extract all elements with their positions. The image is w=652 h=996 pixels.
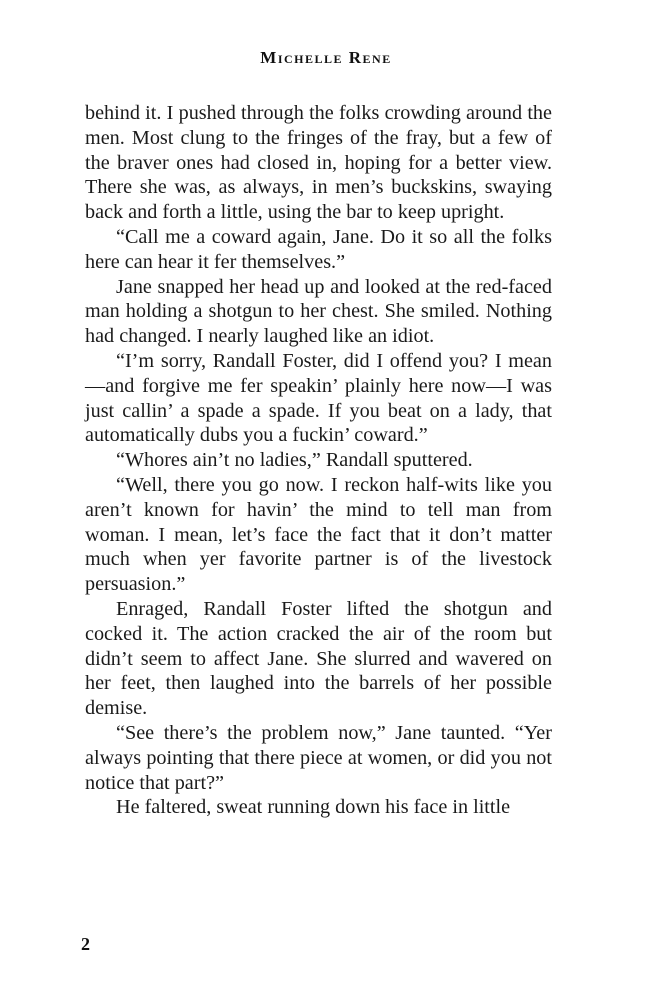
paragraph-8: “See there’s the problem now,” Jane taunted. “Yer always pointing that there piece at women, or did you not notice that part?” [85, 721, 552, 794]
body-text [85, 101, 552, 820]
paragraph-1: behind it. I pushed through the folks crowding around the men. Most clung to the fringes of the fray, but a few of the braver ones had closed in, hoping for a better view. There she was, as always, in men’s buckskins, swaying back and forth a little, using the bar to keep upright. [85, 102, 552, 224]
paragraph-5: “Whores ain’t no ladies,” Randall sputtered. [116, 449, 473, 472]
page-number: 2 [81, 934, 90, 954]
running-head: Michelle Rene [260, 48, 392, 67]
paragraph-9: He faltered, sweat running down his face in little [116, 796, 511, 819]
paragraph-6: “Well, there you go now. I reckon half-wits like you aren’t known for havin’ the mind to tell man from woman. I mean, let’s face the fact that it don’t matter much when yer favorite partner is of the livestock persuasion.” [85, 473, 552, 596]
paragraph-4: “I’m sorry, Randall Foster, did I offend you? I mean—and forgive me fer speakin’ plainly here now—I was just callin’ a spade a spade. If you beat on a lady, that automatically dubs you a fuckin’ coward.” [85, 349, 552, 447]
paragraph-7: Enraged, Randall Foster lifted the shotgun and cocked it. The action cracked the air of the room but didn’t seem to affect Jane. She slurred and wavered on her feet, then laughed into the barrels of her possible demise. [85, 597, 552, 720]
paragraph-2: “Call me a coward again, Jane. Do it so all the folks here can hear it fer themselves.” [85, 225, 552, 273]
paragraph-3: Jane snapped her head up and looked at the red-faced man holding a shotgun to her chest. She smiled. Nothing had changed. I nearly laughed like an idiot. [85, 275, 552, 348]
